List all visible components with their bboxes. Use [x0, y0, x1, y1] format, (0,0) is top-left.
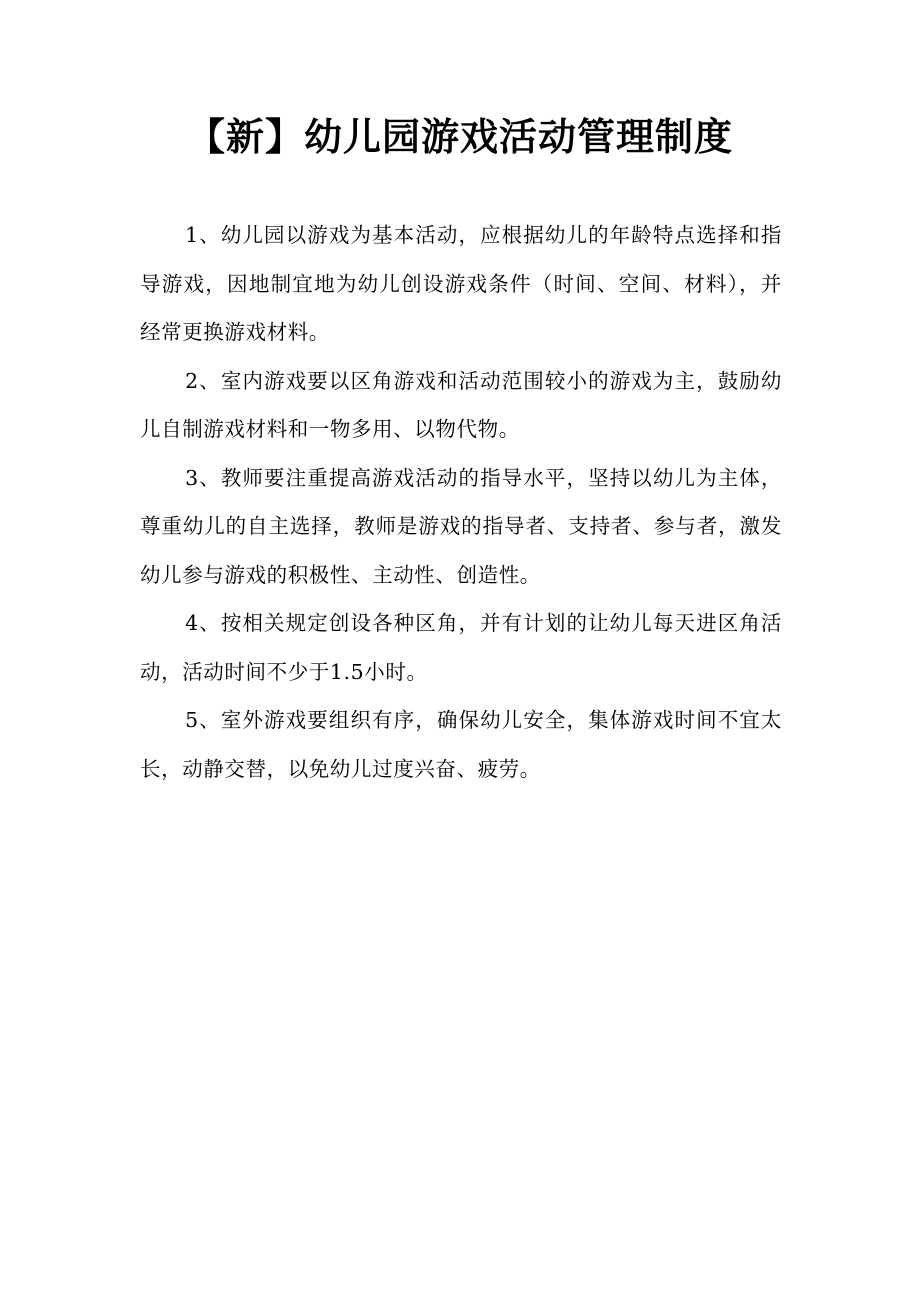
document-body: [140, 211, 782, 793]
paragraph-5: 5、室外游戏要组织有序，确保幼儿安全，集体游戏时间不宜太长，动静交替，以免幼儿过度兴奋、疲劳。: [140, 708, 782, 781]
paragraph-1: 1、幼儿园以游戏为基本活动，应根据幼儿的年龄特点选择和指导游戏，因地制宜地为幼儿创设游戏条件（时间、空间、材料），并经常更换游戏材料。: [140, 223, 782, 344]
paragraph-3: 3、教师要注重提高游戏活动的指导水平，坚持以幼儿为主体，尊重幼儿的自主选择，教师是游戏的指导者、支持者、参与者，激发幼儿参与游戏的积极性、主动性、创造性。: [140, 465, 782, 587]
document-title: 【新】幼儿园游戏活动管理制度: [186, 115, 733, 159]
paragraph-4: 4、按相关规定创设各种区角，并有计划的让幼儿每天进区角活动，活动时间不少于1.5小时。: [140, 611, 782, 684]
paragraph-2: 2、室内游戏要以区角游戏和活动范围较小的游戏为主，鼓励幼儿自制游戏材料和一物多用、以物代物。: [140, 368, 782, 441]
